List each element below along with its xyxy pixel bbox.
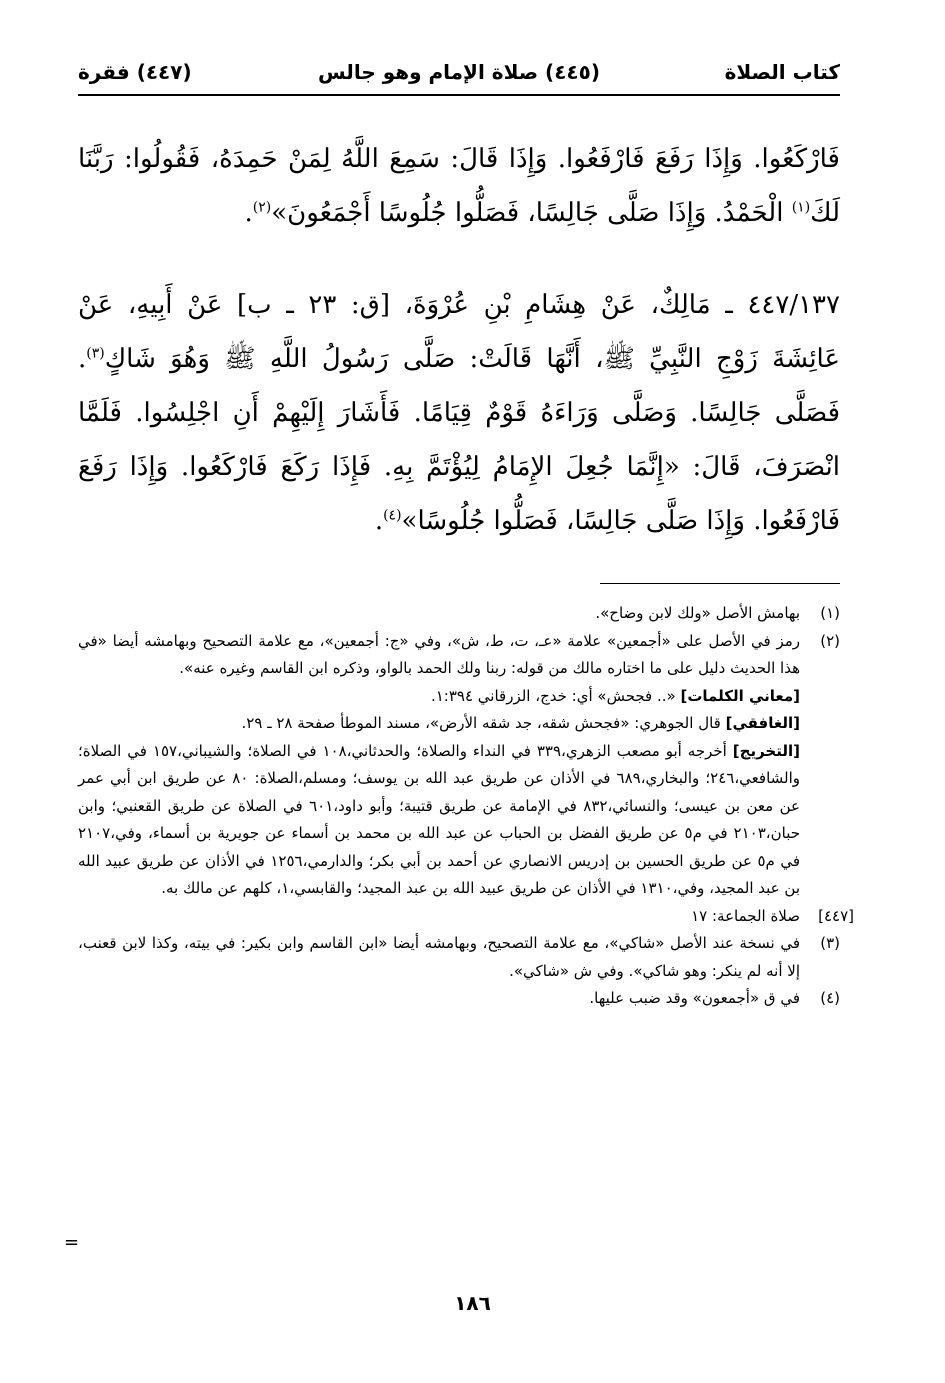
text-line: فَارْفَعُوا. وَإِذَا صَلَّى جَالِسًا، فَصَلُّوا جُلُوسًا»$^{(٤)}$. — [374, 506, 840, 536]
takhrij-note: [التخريج] أخرجه أبو مصعب الزهري،٣٣٩ في النداء والصلاة؛ والحدثاني،١٠٨ في الصلاة؛ والشيباني،١٥٧ في الصلاة؛ والشافعي،٢٤٦؛ والبخاري،٦٨٩ في الأذان عن طريق عبد الله بن يوسف؛ ومسلم،الصلاة: ٨٠ عن طريق ابن أبي عمر عن معن بن عيسى؛ والنسائي،٨٣٢ في الإمامة عن طريق قتيبة؛ وأبو داود،٦٠١ في الصلاة عن طريق القعنبي؛ وابن حبان،٢١٠٣ في م٥ عن طريق الفضل بن الحباب عن عبد الله بن محمد بن أسماء عن جويرية بن أسماء، وفي،٢١٠٧ في م٥ عن طريق الحسين بن إدريس الانصاري عن أحمد بن أبي بكر؛ والدارمي،١٢٥٦ في الأذان عن طريق عبيد الله بن عبد المجيد، وفي،١٣١٠ في الأذان عن طريق عبيد الله بن عبد المجيد؛ والقابسي،١، كلهم عن مالك به. — [78, 741, 801, 897]
cross-reference: [٤٤٧] صلاة الجماعة: ١٧ — [691, 906, 854, 925]
footnote-marker: (٤) — [383, 507, 402, 524]
continuation-mark: = — [64, 1232, 80, 1253]
hadith-447 — [78, 278, 840, 548]
word-meanings-note: [معاني الكلمات] «.. فجحش» أي: خدج، الزرقاني ١:٣٩٤. — [430, 686, 800, 705]
ghafiqi-note: [الغافقي] قال الجوهري: «فجحش شقه، جد شقه الأرض»، مسند الموطأ صفحة ٢٨ ـ ٢٩. — [241, 714, 800, 732]
footnote-3: (٣) في نسخة عند الأصل «شاكي»، مع علامة التصحيح، وبهامشه أيضا «ابن القاسم وابن بكير: في بيته، وكذا لابن قعنب، إلا أنه لم ينكر: وهو شاكي». وفي ش «شاكي». — [78, 934, 840, 980]
footnote-marker: (٣) — [86, 345, 105, 362]
footnote-marker: (١) — [791, 199, 811, 216]
book-title: كتاب الصلاة — [724, 60, 840, 84]
text-line: ٤٤٧/١٣٧ ـ مَالِكٌ، عَنْ هِشَامِ بْنِ عُرْوَةَ، [ق: ٢٣ ـ ب] عَنْ أَبِيهِ، عَنْ — [78, 290, 840, 320]
footnotes — [78, 600, 854, 1013]
footnote-1: (١) بهامش الأصل «ولك لابن وضاح». — [595, 604, 840, 622]
footnote-4: (٤) في ق «أجمعون» وقد ضبب عليها. — [589, 989, 840, 1007]
running-header — [78, 52, 840, 92]
text-line: عَائِشَةَ زَوْجِ النَّبِيِّ ﷺ، أَنَّهَا قَالَتْ: صَلَّى رَسُولُ اللَّهِ ﷺ وَهُوَ شَاكٍ$^{(٣)}$. — [78, 344, 840, 374]
footnote-2: (٢) رمز في الأصل على «أجمعين» علامة «عـ، ت، ط، ش»، وفي «ج: أجمعين»، مع علامة التصحيح وبهامشه أيضا «في هذا الحديث دليل على ما اختاره مالك من قوله: ربنا ولك الحمد بالواو، وذكره ابن القاسم وغيره عنه». — [78, 631, 840, 677]
paragraph-ref: (٤٤٧) فقرة — [78, 60, 192, 84]
page-number: ١٨٦ — [454, 1291, 491, 1315]
text-line: انْصَرَفَ، قَالَ: «إِنَّمَا جُعِلَ الإِمَامُ لِيُؤْتَمَّ بِهِ. فَإِذَا رَكَعَ فَارْكَعُوا. وَإِذَا رَفَعَ — [78, 452, 840, 482]
text-line: فَارْكَعُوا. وَإِذَا رَفَعَ فَارْفَعُوا. وَإِذَا قَالَ: سَمِعَ اللَّهُ لِمَنْ حَمِدَهُ، فَقُولُوا: رَبَّنَا — [78, 144, 840, 174]
footnote-separator — [600, 583, 840, 584]
section-title: (٤٤٥) صلاة الإمام وهو جالس — [318, 60, 600, 84]
footnote-marker: (٢) — [252, 199, 272, 216]
text-line: فَصَلَّى جَالِسًا. وَصَلَّى وَرَاءَهُ قَوْمٌ قِيَامًا. فَأَشَارَ إِلَيْهِمْ أَنِ اجْلِسُوا. فَلَمَّا — [78, 398, 840, 428]
header-rule — [78, 94, 840, 96]
hadith-continuation — [78, 132, 840, 240]
text-line: لَكَ$^{(١)}$ الْحَمْدُ. وَإِذَا صَلَّى جَالِسًا، فَصَلُّوا جُلُوسًا أَجْمَعُونَ»$^{(٢)}$. — [244, 198, 840, 228]
